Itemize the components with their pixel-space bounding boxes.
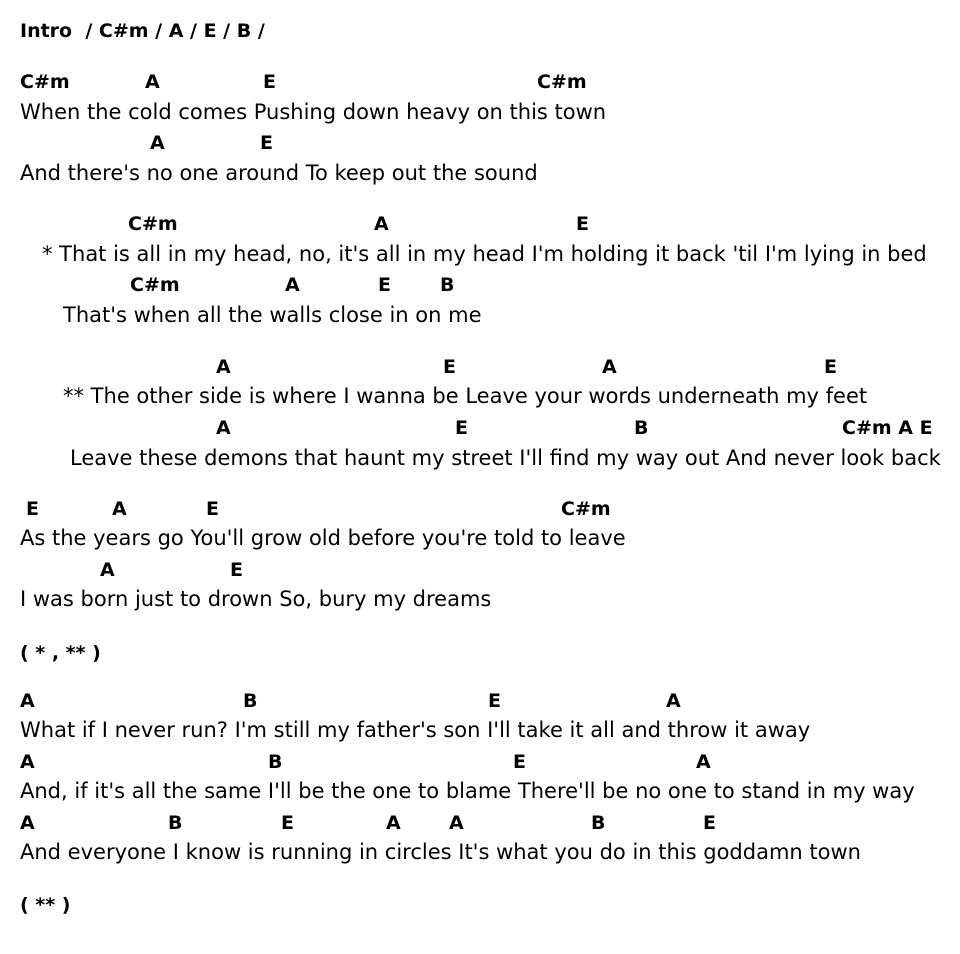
chord: A <box>145 71 160 93</box>
lyric-line: What if I never run? I'm still my father's son I'll take it all and throw it away <box>20 718 811 742</box>
chord: B <box>268 751 283 773</box>
chord: A <box>285 274 300 296</box>
chord: E <box>206 498 219 520</box>
chord: C#m <box>130 274 180 296</box>
chord: A <box>666 690 681 712</box>
lyric-line: And everyone I know is running in circles It's what you do in this goddamn town <box>20 840 861 864</box>
chord: E <box>455 417 468 439</box>
chord: A <box>100 559 115 581</box>
lyric-line: I was born just to drown So, bury my dreams <box>20 587 492 611</box>
chord: A <box>696 751 711 773</box>
chord: E <box>488 690 501 712</box>
chord: E <box>263 71 276 93</box>
chord: A <box>216 356 231 378</box>
chord: E <box>230 559 243 581</box>
repeat-marker: ( * , ** ) <box>20 642 101 664</box>
chord: A <box>112 498 127 520</box>
chord: A <box>449 812 464 834</box>
lyric-line: Leave these demons that haunt my street I'll find my way out And never look back <box>70 446 941 470</box>
chord: C#m <box>128 213 178 235</box>
chord: A <box>150 132 165 154</box>
chord: B <box>634 417 649 439</box>
chord: A <box>602 356 617 378</box>
chord: E <box>443 356 456 378</box>
intro-line: Intro / C#m / A / E / B / <box>20 20 265 42</box>
chord: E <box>703 812 716 834</box>
lyric-line: * That is all in my head, no, it's all in my head I'm holding it back 'til I'm lying in bed <box>42 242 927 266</box>
chord: B <box>591 812 606 834</box>
chord: E <box>378 274 391 296</box>
chord: C#m <box>561 498 611 520</box>
chord: A <box>20 812 35 834</box>
repeat-marker: ( ** ) <box>20 894 71 916</box>
chord: B <box>243 690 258 712</box>
chord: E <box>576 213 589 235</box>
chord: A <box>20 690 35 712</box>
chord: A <box>216 417 231 439</box>
chord: E <box>260 132 273 154</box>
lyric-line: That's when all the walls close in on me <box>63 303 482 327</box>
chord: C#m <box>537 71 587 93</box>
lyric-line: When the cold comes Pushing down heavy on this town <box>20 100 607 124</box>
lyric-line: And, if it's all the same I'll be the one to blame There'll be no one to stand in my way <box>20 779 915 803</box>
chord: C#m A E <box>842 417 933 439</box>
chord: A <box>374 213 389 235</box>
chord: E <box>26 498 39 520</box>
chord: B <box>168 812 183 834</box>
lyric-line: ** The other side is where I wanna be Leave your words underneath my feet <box>63 384 868 408</box>
chord: A <box>20 751 35 773</box>
lyric-line: As the years go You'll grow old before you're told to leave <box>20 526 626 550</box>
chord: C#m <box>20 71 70 93</box>
chord: B <box>440 274 455 296</box>
chord: E <box>513 751 526 773</box>
chord: A <box>386 812 401 834</box>
lyric-line: And there's no one around To keep out the sound <box>20 161 538 185</box>
chord: E <box>824 356 837 378</box>
chord: E <box>281 812 294 834</box>
